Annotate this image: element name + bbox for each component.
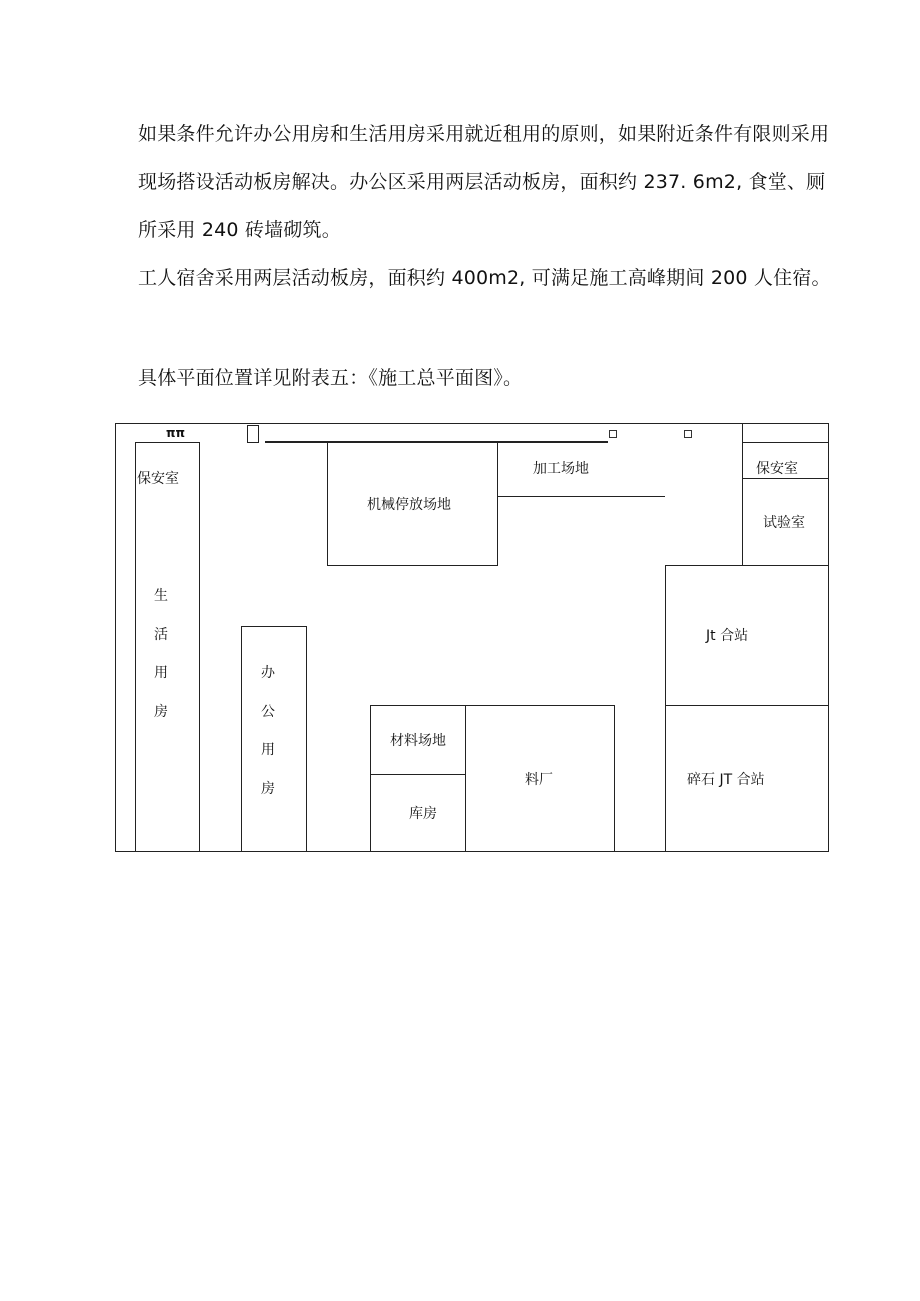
office-char-1: 办 [261,665,275,681]
warehouse-label: 库房 [409,806,437,822]
living-rooms-label [151,577,171,731]
top-gate-mark: ππ [166,426,185,440]
processing-yard-label: 加工场地 [533,461,589,477]
frame-top [115,423,829,424]
material-left [370,705,371,852]
processing-bottom [497,496,665,497]
mixing-station-2-label: 碎石 JT 合站 [687,772,765,788]
security-room-right: 保安室 [756,461,798,477]
living-char-1: 生 [154,588,168,604]
office-left [241,626,242,852]
living-char-3: 用 [154,665,168,681]
security-room-left: 保安室 [137,471,179,487]
office-char-2: 公 [261,703,275,720]
mixing-station-1-label: Jt 合站 [706,628,749,644]
office-right [306,626,307,852]
paragraph-worker-dormitory: 工人宿舍采用两层活动板房，面积约 400m2, 可满足施工高峰期间 200 人住宿。 [138,267,831,289]
right-security-bottom [742,478,829,479]
header-right-divider [742,423,743,566]
header-marker-1 [609,430,617,438]
living-column-left [135,442,136,852]
office-char-3: 用 [261,742,275,758]
living-char-4: 房 [154,703,168,720]
machinery-right [497,442,498,566]
factory-right [614,705,615,852]
machinery-yard-label: 机械停放场地 [367,497,451,513]
mixing-left [665,565,666,852]
machinery-bottom [327,565,498,566]
machinery-left [327,442,328,566]
frame-left [115,423,116,852]
header-divider-left [135,442,200,443]
frame-bottom [115,851,829,852]
material-divider [370,774,466,775]
header-road-line [265,441,608,443]
office-char-4: 房 [261,780,275,797]
lab-label: 试验室 [763,515,805,531]
frame-right [828,423,829,852]
gate-post-marker [247,425,259,443]
header-divider-right [742,442,829,443]
material-middle [465,705,466,852]
paragraph-temporary-facilities: 如果条件允许办公用房和生活用房采用就近租用的原则，如果附近条件有限则采用现场搭设活动板房解决。办公区采用两层活动板房，面积约 237. 6m2, 食堂、厕所采用 240 砖墙砌筑。 [138,123,830,241]
lab-bottom [665,565,829,566]
header-marker-2 [684,430,692,438]
mixing-divider [665,705,829,706]
office-top [241,626,306,627]
material-yard-label: 材料场地 [390,733,446,749]
material-top [370,705,615,706]
office-rooms-label [258,654,278,808]
living-column-right [199,442,200,852]
material-factory-label: 料厂 [525,772,553,788]
living-char-2: 活 [154,626,168,643]
paragraph-plan-reference: 具体平面位置详见附表五：《施工总平面图》。 [138,367,523,389]
